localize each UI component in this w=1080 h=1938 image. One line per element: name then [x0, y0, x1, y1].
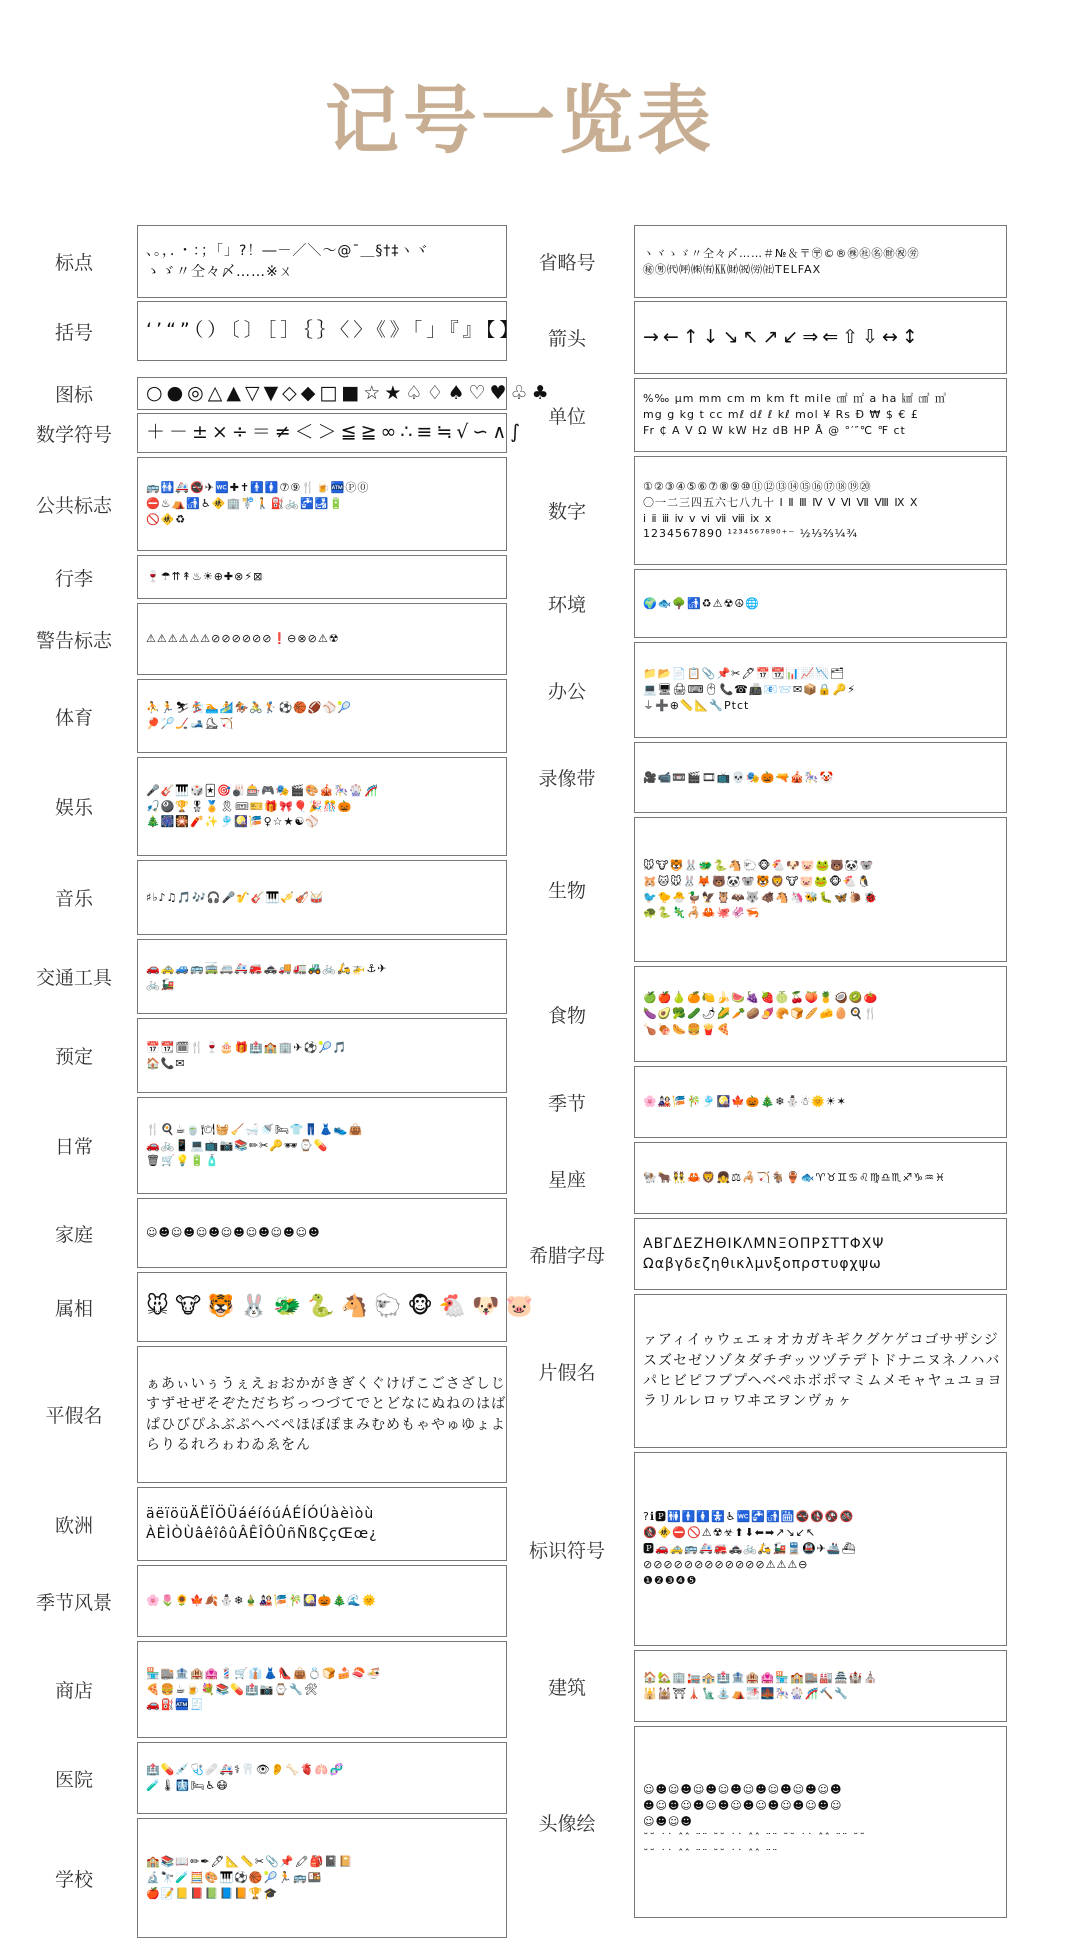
symbol-line: Ωαβγδεζηθικλμνξοπρστυφχψω [643, 1256, 882, 1272]
symbol-line: ˘˘ ˙˙ ˆˆ ¨¨ ˘˘ ˙˙ ˆˆ ¨¨ ˘˘ ˙˙ ˆˆ ¨¨ ˘˘ [643, 1830, 866, 1844]
category-label: 平假名 [45, 1405, 103, 1427]
page-title: 记号一览表 [325, 78, 715, 164]
symbol-box [137, 1272, 539, 1342]
symbol-line: 🧪🌡🩻🛏♿😷 [146, 1779, 229, 1792]
category-label: 标识符号 [528, 1539, 605, 1562]
symbol-line: 🐭🐮🐯🐰🐲🐍🐴🐑🐵🐔🐶🐷🐸🐻🐼🐨 [643, 858, 875, 872]
symbol-line: 🚌🚻🚑🚭✈🚾✚✝🚹🚺⑦⑨🍴🍺🏧Ⓟ⓪ [146, 481, 370, 495]
symbol-line: 🔬🔭🧪🧮🎨🎹⚽🏀🎾🏃🚌🍱 [146, 1871, 323, 1885]
symbol-line: 🌸🌷🌻🍁🍂⛄❄🎍🎎🎏🎋🎑🎃🎄🌊🌞 [146, 1594, 377, 1608]
symbol-line: ❶❷❸❹❺ [643, 1573, 698, 1587]
symbol-box [634, 1726, 1007, 1918]
symbol-line: ☻☺☻☺☻☺☻☺☻☺☻☺☻☺☻☺ [643, 1799, 843, 1813]
symbol-line: äëïöüÄËÏÖÜáéíóúÁÉÍÓÚàèìòù [146, 1505, 375, 1522]
symbol-line: Fr ₵ A V Ω W kW Hz dB HP Å @ °′″℃ ℉ ct [643, 423, 906, 437]
symbol-line: ÀÈÌÒÙâêîôûÂÊÎÔÛñÑßÇçŒœ¿ [146, 1526, 378, 1542]
symbol-line: ⛹🏃⛷🏂🏊🏄🏇🚴🏌⚽🏀🏈⚾🎾 [146, 701, 353, 715]
symbol-box [634, 378, 1007, 452]
category-label: 音乐 [54, 888, 93, 910]
symbol-line: ＋－±×÷＝≠＜＞≦≧∞∴≡≒√∽∧∫ [146, 421, 525, 444]
symbol-line: ㊙㊚㈹㈺㈱㈲㏍㈶㈷㈸㈳TELFAX [643, 262, 822, 276]
symbol-line: スズセゼソゾタダチヂッツヅテデトドナニヌネノハバ [643, 1352, 1001, 1369]
symbol-line: ⚠⚠⚠⚠⚠⚠⊘⊘⊘⊘⊘⊘❗⊖⊗⊘⚠☢ [146, 632, 340, 646]
symbol-line: ‘’“”（）〔〕［］｛｝〈〉《》「」『』【】 [146, 319, 523, 342]
symbol-line: ⅰ ⅱ ⅲ ⅳ ⅴ ⅵ ⅶ ⅷ ⅸ ⅹ [643, 511, 773, 525]
symbol-box [137, 225, 507, 298]
symbol-line: 🍗🍖🌭🍔🍟🍕 [643, 1022, 732, 1036]
symbol-box [634, 1218, 1007, 1290]
category-label: 交通工具 [35, 967, 112, 989]
symbol-line: 1234567890 ¹²³⁴⁵⁶⁷⁸⁹⁰⁺⁻ ½⅓⅔¼¾ [643, 527, 858, 541]
symbol-line: 💻🖥🖨⌨🖱📞☎📠📧📨✉📦🔒🔑⚡ [643, 683, 856, 697]
symbol-box [634, 1142, 1007, 1214]
symbol-line: 🌸🎎🎏🎋🎐🎑🍁🎃🎄❄⛄☃🌞☀✶ [643, 1095, 847, 1109]
category-label: 箭头 [547, 328, 586, 350]
symbol-line: mg g kg t cc mℓ dℓ ℓ kℓ mol ¥ Rs Đ ₩ $ € £ [643, 408, 919, 422]
symbol-line: ⏚➕⊕📏📐🔧Ptct [643, 698, 750, 712]
symbol-box [634, 1294, 1007, 1448]
category-label: 娱乐 [54, 797, 93, 819]
symbol-line: 🍷☂⇈↟♨☀⊕✚⊗⚡⊠ [146, 570, 264, 584]
category-label: 标点 [54, 252, 93, 274]
symbol-line: ⛔♨⛺🚮♿🚸🏢🚏🚶⛽🚲🚰🛃🔋 [146, 497, 345, 511]
category-label: 警告标志 [35, 629, 112, 652]
category-label: 日常 [54, 1136, 93, 1158]
symbol-line: 🗑🛒💡🔋🧴 [146, 1154, 220, 1168]
category-label: 图标 [54, 384, 93, 406]
symbol-box [137, 939, 507, 1014]
symbol-line: 🚷🚸⛔🚫⚠☢☣⬆⬇⬅➡↗↘↙↖ [643, 1526, 817, 1540]
category-label: 季节风景 [35, 1591, 112, 1614]
symbol-line: 🏥💊💉🩺🩹🚑⚕🦷👁👂🦴🫀🫁🧬 [146, 1763, 345, 1777]
symbol-line: 📁📂📄📋📎📌✂🖊📅📆📊📈📉🗂 [643, 667, 845, 681]
symbol-box [137, 413, 525, 453]
symbol-box [137, 1818, 507, 1938]
symbol-line: 🏫📚📖✏✒🖊📐📏✂📎📌🖍🎒📓📔 [146, 1855, 354, 1869]
symbol-box [137, 1487, 507, 1561]
symbol-line: 🚗⛽🏧🧾 [146, 1698, 205, 1712]
category-label: 生物 [547, 880, 586, 902]
symbol-line: 🏠📞✉ [146, 1056, 186, 1070]
symbol-box [137, 1097, 507, 1194]
symbol-line: 🍎📝📒📕📗📘📙🏆🎓 [146, 1886, 279, 1900]
symbol-line: 🐦🐤🐣🦆🦅🦉🦇🐺🐗🐴🦄🐝🐛🦋🐌🐞 [643, 890, 879, 904]
category-label: 星座 [547, 1168, 586, 1191]
symbol-line: 🐭🐮🐯🐰🐲🐍🐴🐑🐵🐔🐶🐷 [146, 1294, 539, 1320]
symbol-line: ぁあぃいぅうぇえぉおかがきぎくぐけげこごさざしじ [146, 1375, 506, 1392]
symbol-line: 📅📆🗓🍴🍷🎂🎁🏥🏫🏢✈⚽🎾🎵 [146, 1040, 348, 1054]
category-label: 体育 [54, 706, 93, 729]
symbol-line: 🌍🐟🌳🚮♻⚠☢☮🌐 [643, 596, 760, 610]
category-label: 公共标志 [35, 494, 112, 517]
symbol-box [137, 1742, 507, 1814]
symbol-box [137, 1565, 507, 1637]
category-label: 希腊字母 [528, 1244, 605, 1267]
category-label: 头像绘 [538, 1812, 596, 1835]
symbol-line: 🎤🎸🎹🎲🃏🎯🎳🎰🎮🎭🎬🎨🎪🎠🎡🎢 [146, 783, 379, 797]
symbol-line: すずせぜそぞただちぢっつづてでとどなにぬねのはば [146, 1396, 507, 1413]
symbol-line: 🍆🥑🥦🥒🌶🌽🥕🥔🍠🥐🍞🥖🧀🥚🍳🍴 [643, 1007, 879, 1021]
symbol-line: 🐏🐂👯🦀🦁👧⚖🦂🏹🐐🏺🐟♈♉♊♋♌♍♎♏♐♑♒♓ [643, 1171, 946, 1185]
symbol-line: →←↑↓↘↖↗↙⇒⇐⇧⇩↔↕ [643, 325, 922, 348]
symbol-box [634, 1452, 1007, 1646]
category-label: 季节 [547, 1092, 586, 1115]
category-label: 片假名 [538, 1361, 596, 1384]
symbol-line: 🐹🐱🐭🐰🦊🐻🐼🐨🐯🦁🐮🐷🐸🐵🐔🐧 [643, 874, 873, 888]
symbol-line: ☺☻☺☻☺☻☺☻☺☻☺☻☺☻☺☻ [643, 1783, 843, 1797]
symbol-line: 🎄🎆🎇🧨✨🎐🎑🎏♀☆★☯⚾ [146, 815, 320, 829]
symbol-box [634, 817, 1007, 962]
symbol-box [634, 966, 1007, 1062]
symbol-box [137, 377, 553, 410]
symbol-line: ァアィイゥウェエォオカガキギクグケゲコゴサザシジ [643, 1332, 999, 1349]
symbol-box [137, 603, 507, 675]
symbol-line: ヽヾゝゞ〃仝々〆……＃№＆〒〶©®㊑㊓㊔㊖㊗㊘ [643, 246, 920, 260]
symbol-line: ○●◎△▲▽▼◇◆□■☆★♤♢♠♡♥♧♣ [146, 381, 553, 404]
symbol-line: 🏪🏬🏦🏨🏩💈🛒👔👗👠👜💍🍞🍰🍣🍜 [146, 1666, 382, 1680]
symbol-box [634, 1650, 1007, 1722]
symbol-line: ♯♭♪♫🎵🎶🎧🎤🎷🎸🎹🎺🎻🥁 [146, 890, 325, 904]
symbol-line: %‰ μm mm cm m km ft mile ㎠ ㎡ a ha ㎢ ㎤ ㎥ [643, 392, 947, 406]
category-label: 建筑 [547, 1676, 586, 1699]
symbol-box [137, 1346, 507, 1483]
category-label: 录像带 [538, 768, 596, 790]
category-label: 括号 [54, 321, 93, 344]
symbol-line: 〇一二三四五六七八九十 Ⅰ Ⅱ Ⅲ Ⅳ Ⅴ Ⅵ Ⅶ Ⅷ Ⅸ Ⅹ [643, 495, 919, 509]
symbol-line: ぱひびぴふぶぷへべぺほぼぽまみむめもゃやゅゆょよ [146, 1416, 506, 1433]
symbol-line: 🍴🍳☕🍵🍽🧺🧹🛁🚿🛏👕👖👗👟👜 [146, 1122, 364, 1136]
symbol-line: ⊘⊘⊘⊘⊘⊘⊘⊘⊘⊘⊘⊘⚠⚠⚠⊖ [643, 1557, 809, 1571]
symbol-line: 🏠🏡🏢🏣🏤🏥🏦🏨🏩🏪🏫🏬🏭🏯🏰⛪ [643, 1671, 879, 1685]
symbol-line: ˘˘ ˙˙ ˆˆ ¨¨ ˘˘ ˙˙ ˆˆ ¨¨ [643, 1846, 779, 1860]
symbol-box [634, 225, 1007, 298]
symbol-line: ☺☻☺☻ [643, 1815, 693, 1829]
symbol-line: 🎥📹📼🎬🎞📺💀🎭🎃🔫🎪🎠🤡 [643, 770, 835, 784]
category-label: 属相 [54, 1297, 93, 1320]
symbol-line: ゝゞ〃仝々〆……※ㄨ [146, 263, 294, 280]
symbol-box [634, 642, 1007, 738]
symbol-line: ☺☻☺☻☺☻☺☻☺☻☺☻☺☻ [146, 1226, 321, 1240]
symbol-line: ΑΒΓΔΕΖΗΘΙΚΛΜΝΞΟΠΡΣΤΤΦΧΨ [643, 1235, 885, 1252]
symbol-box [137, 1641, 507, 1738]
category-label: 数字 [547, 501, 586, 523]
symbol-box [137, 860, 507, 935]
symbol-box [137, 457, 507, 551]
symbol-line: 🚫🚸♻ [146, 512, 187, 526]
category-label: 医院 [54, 1768, 93, 1791]
symbol-line: 🍕🍔☕🍺💐📚💊🏥📷⌚🔧🛠 [146, 1682, 319, 1696]
symbol-line: パヒビピフブプヘベペホボポマミムメモャヤュユョヨ [643, 1373, 1003, 1389]
symbol-box [137, 301, 523, 361]
symbol-box [137, 679, 507, 753]
category-label: 欧洲 [54, 1514, 93, 1537]
symbol-line: 🕌🕍⛩🗼🗽⛲⛺🌁🌉🎠🎡🎢🔨🔧 [643, 1687, 850, 1700]
category-label: 单位 [547, 405, 586, 428]
symbol-box [634, 742, 1007, 813]
symbol-line: 🏓🏸🏒🎿⛸🏹 [146, 717, 235, 730]
symbol-box [634, 301, 1007, 374]
category-label: 环境 [547, 594, 586, 616]
category-label: 省略号 [538, 252, 596, 274]
symbol-line: 🍏🍎🍐🍊🍋🍌🍉🍇🍓🍈🍒🍑🍍🥥🥝🍅 [643, 991, 879, 1005]
category-label: 行李 [54, 567, 93, 590]
symbol-box [634, 1066, 1007, 1138]
category-label: 商店 [54, 1680, 93, 1702]
category-label: 预定 [54, 1046, 93, 1068]
category-label: 食物 [547, 1004, 586, 1027]
symbol-box [137, 1018, 507, 1093]
category-label: 学校 [54, 1868, 93, 1891]
symbol-line: ラリルレロヮワヰヱヲンヴヵヶ [643, 1393, 853, 1410]
symbol-line: 🚗🚲📱💻📺📷📚✏✂🔑🕶⌚💊 [146, 1138, 329, 1152]
category-label: 数学符号 [35, 423, 112, 446]
symbol-line: 🎣🎱🏆🎖🏅🎗🎟🎫🎁🎀🎈🎉🎊🎃 [146, 799, 353, 813]
symbol-line: 🐢🐍🦎🦂🦀🐙🦑🦐 [643, 906, 761, 920]
symbol-box [634, 456, 1007, 565]
symbol-line: 、。，．・：；「」?！―－／＼～@¯＿§†‡ヽヾ [146, 243, 430, 260]
symbol-line: 🚗🚕🚙🚌🚎🚐🚑🚒🚓🚚🚛🚜🚲🛵🚁⚓✈ [146, 961, 388, 975]
symbol-box [137, 555, 507, 599]
symbol-box [137, 1198, 507, 1268]
symbol-line: 🅿🚗🚕🚌🚑🚒🚓🚲🛵🚂🚆🚇✈🚢⛴ [643, 1542, 857, 1556]
symbol-line: ?ℹ🅿🚻🚹🚺🚼♿🚾🚰🚮🛗🚭🚯🚱🚳 [643, 1510, 855, 1524]
symbol-line: ①②③④⑤⑥⑦⑧⑨⑩⑪⑫⑬⑭⑮⑯⑰⑱⑲⑳ [643, 479, 872, 493]
symbol-box [137, 757, 507, 856]
symbol-box [634, 569, 1007, 638]
symbol-line: らりるれろゎわゐゑをん [146, 1436, 311, 1453]
symbol-line: 🚲🚂 [146, 977, 176, 991]
category-label: 办公 [547, 680, 586, 703]
category-label: 家庭 [54, 1223, 93, 1246]
